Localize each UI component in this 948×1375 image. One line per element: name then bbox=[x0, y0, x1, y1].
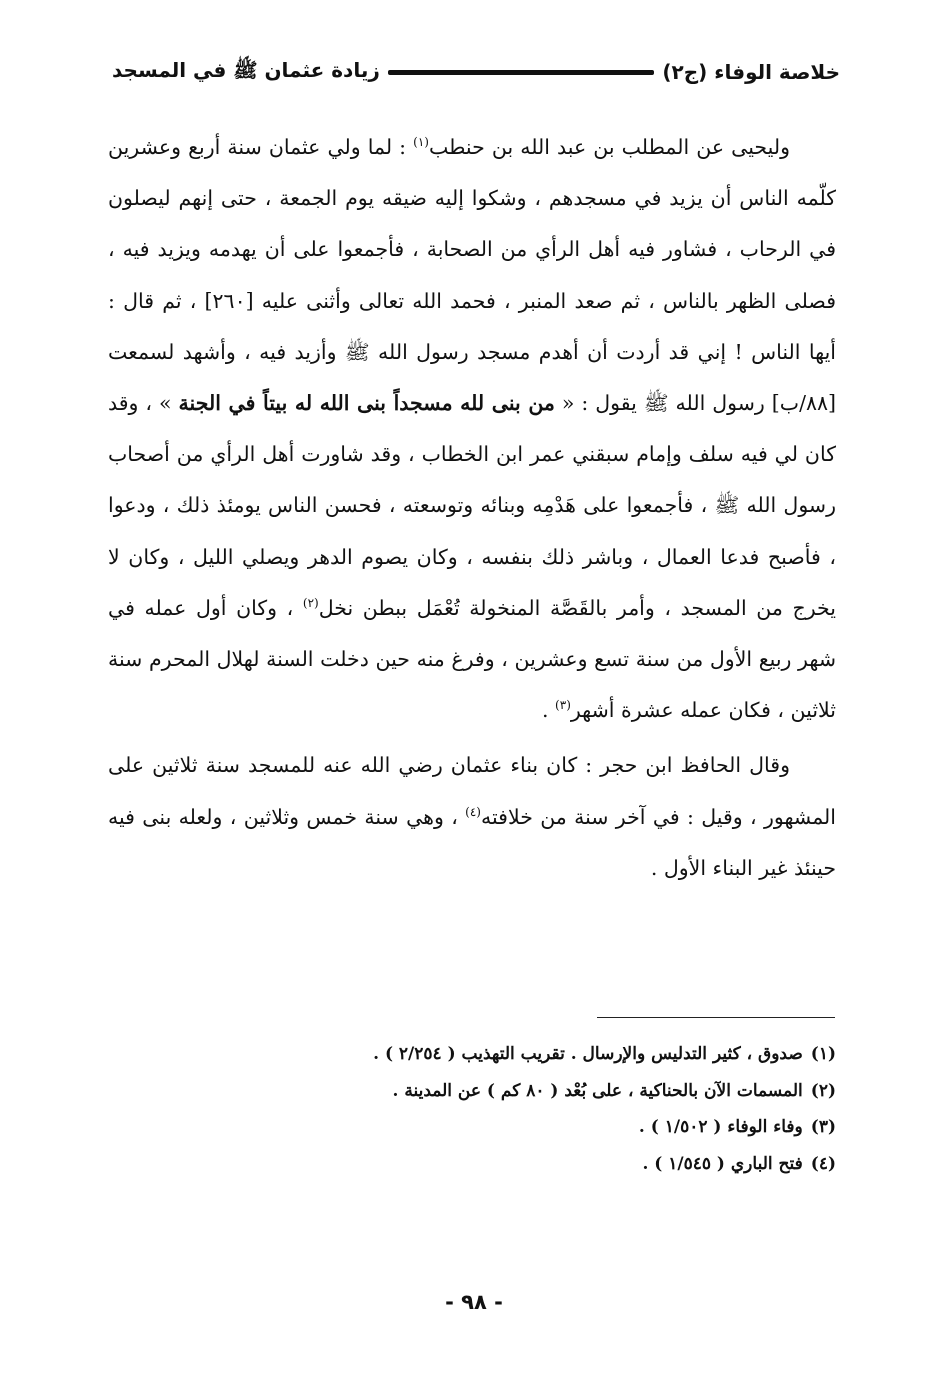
text-run: ، وكان أول عمله في شهر ربيع الأول من سنة تسع وعشرين ، وفرغ منه حين دخلت السنة لهلال المحرم سنة ثلاثين ، فكان عمله عشرة أشهر bbox=[108, 595, 836, 723]
footnote-text: فتح الباري ( ١/٥٤٥ ) . bbox=[642, 1153, 803, 1174]
footnote-text: المسمات الآن بالحناكية ، على بُعْد ( ٨٠ كم ) عن المدينة . bbox=[392, 1080, 803, 1101]
footnote-number: (٤) bbox=[810, 1153, 836, 1174]
text-run: . bbox=[542, 698, 556, 723]
chapter-title: زيادة عثمان ﷺ في المسجد bbox=[112, 57, 380, 82]
footnote-ref-3: (٣) bbox=[555, 698, 571, 713]
footnote-ref-4: (٤) bbox=[465, 804, 481, 819]
footnote-separator bbox=[597, 1017, 835, 1018]
footnote-item bbox=[108, 1073, 836, 1110]
footnote-text: صدوق ، كثير التدليس والإرسال . تقريب التهذيب ( ٢/٢٥٤ ) . bbox=[373, 1044, 803, 1064]
text-run: وقال الحافظ ابن حجر : كان بناء عثمان رضي الله عنه للمسجد سنة ثلاثين على المشهور ، وقيل : في آخر سنة من خلافته bbox=[108, 753, 836, 829]
footnote-item bbox=[108, 1146, 836, 1183]
footnote-number: (٣) bbox=[810, 1117, 836, 1137]
text-run: » ، وقد كان لي فيه سلف وإمام سبقني عمر ابن الخطاب ، وقد شاورت أهل الرأي من أصحاب رسول الله ﷺ ، فأجمعوا على هَدْمِه وبنائه وتوسعته ، فحسن الناس يومئذ ذلك ، ودعوا ، فأصبح فدعا العمال ، وباشر ذلك بنفسه ، وكان يصوم الدهر ويصلي الليل ، وكان لا يخرج من المسجد ، وأمر بالقَصَّة المنخولة تُعْمَل ببطن نخل bbox=[108, 391, 836, 620]
main-text bbox=[108, 122, 836, 894]
running-header bbox=[112, 52, 840, 92]
page-number: - ٩٨ - bbox=[445, 1290, 503, 1314]
footnote-item bbox=[108, 1036, 836, 1073]
header-rule bbox=[388, 70, 655, 75]
footnote-ref-1: (١) bbox=[413, 135, 429, 150]
footnote-text: وفاء الوفاء ( ١/٥٠٢ ) . bbox=[638, 1117, 803, 1137]
text-run: وليحيى عن المطلب بن عبد الله بن حنطب bbox=[428, 135, 790, 159]
text-run: : لما ولي عثمان سنة أربع وعشرين كلّمه الناس أن يزيد في مسجدهم ، وشكوا إليه ضيقه يوم الجمعة ، حتى إنهم ليصلون في الرحاب ، فشاور فيه أهل الرأي من الصحابة ، فأجمعوا على أن يهدمه ويزيد فيه ، فصلى الظهر بالناس ، ثم صعد المنبر ، فحمد الله تعالى وأثنى عليه [٢٦٠] ، ثم قال : أيها الناس ! إني قد أردت أن أهدم مسجد رسول الله ﷺ وأزيد فيه ، وأشهد لسمعت [٨٨/ب] رسول الله ﷺ يقول : « bbox=[108, 135, 837, 416]
footnotes bbox=[108, 1036, 836, 1182]
text-run: ، وهي سنة خمس وثلاثين ، ولعله بنى فيه حينئذ غير البناء الأول . bbox=[108, 804, 836, 880]
footnote-number: (١) bbox=[810, 1044, 836, 1064]
book-title: خلاصة الوفاء (ج٢) bbox=[662, 60, 840, 84]
hadith-quote: من بنى لله مسجداً بنى الله له بيتاً في الجنة bbox=[178, 391, 555, 416]
paragraph-2 bbox=[108, 740, 836, 894]
footnote-item bbox=[108, 1109, 836, 1146]
footnote-number: (٢) bbox=[810, 1080, 836, 1101]
footnote-ref-2: (٢) bbox=[302, 596, 319, 610]
paragraph-1 bbox=[108, 122, 836, 736]
